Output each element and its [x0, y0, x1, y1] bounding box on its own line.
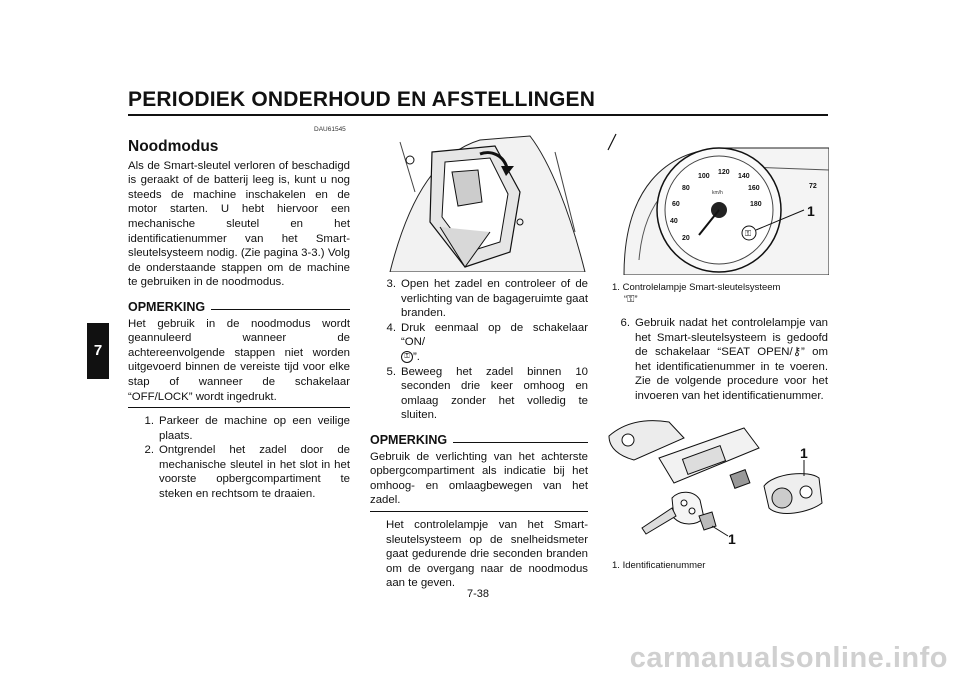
- caption-sub: “⚿”: [624, 294, 638, 305]
- step-number: 2.: [144, 444, 154, 457]
- note-end-rule: [128, 407, 350, 408]
- page-number: 7-38: [467, 588, 490, 600]
- callout-number: 1: [728, 531, 736, 547]
- section-heading: Noodmodus: [128, 138, 219, 155]
- note-end-rule: [370, 511, 588, 512]
- note-heading: [128, 300, 350, 315]
- speedo-tick: 100: [698, 173, 710, 180]
- step-item: [128, 414, 350, 443]
- note-rule: [453, 442, 588, 443]
- step-text-b: ”.: [413, 350, 420, 363]
- watermark: carmanualsonline.info: [629, 642, 948, 674]
- speedo-tick: 140: [738, 173, 750, 180]
- step-item: [370, 321, 588, 365]
- note-title: OPMERKING: [128, 299, 206, 314]
- step-item: [128, 443, 350, 501]
- figure-caption-1: [612, 282, 827, 306]
- step-item: [370, 277, 588, 321]
- step-number: 6.: [620, 317, 630, 329]
- speedometer-figure: [604, 130, 829, 275]
- note-title: OPMERKING: [370, 432, 448, 447]
- step-text: [401, 321, 588, 365]
- speedo-tick: 60: [672, 201, 680, 208]
- speedo-unit: km/h: [712, 190, 723, 196]
- step-text: Parkeer de machine op een veilige plaats.: [159, 415, 350, 442]
- note-rule: [211, 309, 350, 310]
- note-heading: [370, 433, 588, 448]
- speedo-tick: 20: [682, 235, 690, 242]
- left-column: [128, 132, 350, 502]
- note-text: Het gebruik in de noodmodus wordt geannuleerd wanneer de achtereenvolgende stappen niet worden uitgevoerd binnen de vereiste tijd voor elke stap of wanneer de schakelaar “OFF/LOCK” wordt ingedrukt.: [128, 317, 350, 403]
- key-fob-figure: [604, 408, 829, 553]
- speedo-tick: 160: [748, 185, 760, 192]
- step-number: 5.: [386, 365, 396, 378]
- header-rule: [128, 114, 828, 116]
- smart-key-indicator-icon: [742, 226, 756, 240]
- caption-number: 1.: [612, 560, 620, 571]
- middle-column: [370, 277, 588, 591]
- speedo-tick: 80: [682, 185, 690, 192]
- figure-caption-2: [612, 560, 827, 572]
- step-text: Beweeg het zadel binnen 10 seconden drie keer omhoog en omlaag zonder het volledig te sluiten.: [401, 365, 588, 422]
- note-text-2: Het controlelampje van het Smart-sleutelsysteem op de snelheidsmeter gaat gedurende drie seconden branden om de overgang naar de noodmodus aan te geven.: [386, 518, 588, 590]
- speedo-tick: 120: [718, 169, 730, 176]
- caption-number: 1.: [612, 282, 620, 293]
- step-text: Open het zadel en controleer of de verlichting van de bagageruimte gaat branden.: [401, 278, 588, 320]
- step-text: Ontgrendel het zadel door de mechanische sleutel in het slot in het voorste opbergcompartiment te steken en rechtsom te draaien.: [159, 444, 350, 501]
- step-text-a: Druk eenmaal op de schakelaar “ON/: [401, 321, 588, 349]
- page-title: PERIODIEK ONDERHOUD EN AFSTELLINGEN: [128, 88, 596, 111]
- step-number: 1.: [144, 415, 154, 428]
- intro-paragraph: Als de Smart-sleutel verloren of beschadigd is geraakt of de batterij leeg is, kunt u nog steeds de machine inschakelen en de motor starten. U hebt hiervoor een mechanische sleutel en het identificatienummer van het Smart-sleutelsysteem nodig. (Zie pagina 3-3.) Volg de onderstaande stappen om de machine te gebruiken in de noodmodus.: [128, 159, 350, 289]
- speedo-tick: 40: [670, 218, 678, 225]
- speedo-tick: 180: [750, 201, 762, 208]
- caption-text: Identificatienummer: [622, 560, 706, 571]
- smart-key-icon: ⚿: [401, 351, 413, 363]
- step-number: 4.: [386, 321, 396, 334]
- step-item: [370, 365, 588, 423]
- right-column: [612, 316, 828, 404]
- caption-text: Controlelampje Smart-sleutelsysteem: [622, 282, 781, 293]
- step-text: Gebruik nadat het controlelampje van het Smart-sleutelsysteem is gedoofd de schakelaar “SEAT OPEN/⚷” om het identificatienummer in te voeren. Zie de volgende procedure voor het invoeren van het identificatienummer.: [635, 317, 828, 402]
- chapter-tab: 7: [87, 323, 109, 379]
- note-text: Gebruik de verlichting van het achterste opbergcompartiment als indicatie bij het omhoog- en omlaagbewegen van het zadel.: [370, 450, 588, 507]
- step-number: 3.: [386, 278, 396, 290]
- doc-code: DAU61545: [314, 126, 346, 133]
- svg-text:⚿: ⚿: [745, 229, 752, 238]
- seat-compartment-figure: [370, 132, 592, 272]
- callout-number: 1: [800, 445, 808, 461]
- odometer-value: 72: [809, 183, 817, 190]
- callout-number: 1: [807, 203, 815, 219]
- step-item: [612, 316, 828, 404]
